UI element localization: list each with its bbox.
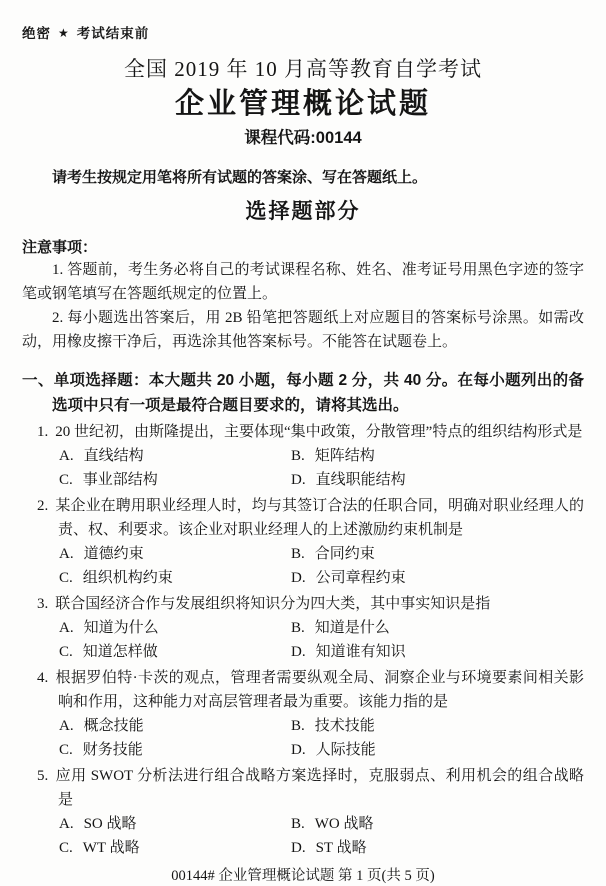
option-letter: D.	[291, 742, 306, 758]
question-4	[22, 666, 584, 762]
option-letter: B.	[291, 718, 305, 734]
page-footer: 00144# 企业管理概论试题 第 1 页(共 5 页)	[171, 868, 435, 884]
option-letter: D.	[291, 472, 306, 488]
option-d	[291, 836, 584, 860]
option-letter: A.	[59, 816, 74, 832]
option-text: ST 战略	[315, 840, 367, 856]
option-text: 知道怎样做	[82, 644, 158, 660]
option-a	[59, 542, 291, 566]
option-letter: D.	[291, 570, 306, 586]
option-letter: A.	[59, 718, 74, 734]
option-b	[291, 714, 584, 738]
option-b	[291, 812, 584, 836]
question-options	[22, 542, 584, 590]
question-options	[22, 444, 584, 492]
question-number: 5.	[37, 768, 49, 784]
option-c	[59, 738, 291, 762]
question-stem: 联合国经济合作与发展组织将知识分为四大类，其中事实知识是指	[55, 596, 491, 612]
question-3	[22, 592, 584, 664]
question-stem: 应用 SWOT 分析法进行组合战略方案选择时，克服弱点、利用机会的组合战略是	[55, 768, 584, 808]
classified-level: 绝密	[22, 26, 51, 41]
option-d	[291, 738, 584, 762]
question-text	[22, 592, 584, 616]
option-text: 矩阵结构	[314, 448, 375, 464]
question-text	[22, 764, 584, 812]
question-options	[22, 714, 584, 762]
option-text: 技术技能	[314, 718, 375, 734]
option-letter: C.	[59, 570, 73, 586]
question-number: 3.	[37, 596, 49, 612]
question-stem: 20 世纪初，由斯隆提出，主要体现“集中政策，分散管理”特点的组织结构形式是	[55, 424, 583, 440]
instruction-item-2: 2. 每小题选出答案后，用 2B 铅笔把答题纸上对应题目的答案标号涂黑。如需改动，用橡皮擦干净后，再选涂其他答案标号。不能答在试题卷上。	[22, 310, 584, 350]
option-c	[59, 640, 291, 664]
option-c	[59, 566, 291, 590]
answer-sheet-notice: 请考生按规定用笔将所有试题的答案涂、写在答题纸上。	[52, 169, 428, 186]
question-text	[22, 666, 584, 714]
option-text: 人际技能	[315, 742, 376, 758]
star-icon: ★	[58, 26, 70, 40]
instructions-title: 注意事项：	[22, 239, 98, 256]
option-text: 事业部结构	[82, 472, 158, 488]
question-text	[22, 494, 584, 542]
option-text: 组织机构约束	[82, 570, 173, 586]
section-title: 选择题部分	[245, 200, 361, 223]
option-letter: A.	[59, 546, 74, 562]
option-text: 知道为什么	[83, 620, 159, 636]
option-letter: D.	[291, 644, 306, 660]
option-text: 道德约束	[83, 546, 144, 562]
question-2	[22, 494, 584, 590]
option-c	[59, 468, 291, 492]
option-text: 知道是什么	[314, 620, 390, 636]
question-number: 4.	[37, 670, 49, 686]
option-b	[291, 542, 584, 566]
option-letter: B.	[291, 448, 305, 464]
option-text: WO 战略	[314, 816, 374, 832]
option-text: 直线结构	[83, 448, 144, 464]
question-number: 1.	[37, 424, 49, 440]
option-letter: B.	[291, 546, 305, 562]
option-letter: A.	[59, 448, 74, 464]
paper-title: 企业管理概论试题	[174, 88, 431, 120]
option-text: 财务技能	[82, 742, 143, 758]
option-d	[291, 640, 584, 664]
option-b	[291, 616, 584, 640]
option-d	[291, 566, 584, 590]
option-text: SO 战略	[83, 816, 137, 832]
option-letter: B.	[291, 816, 305, 832]
option-b	[291, 444, 584, 468]
option-letter: C.	[59, 742, 73, 758]
option-text: WT 战略	[82, 840, 140, 856]
option-a	[59, 444, 291, 468]
option-letter: A.	[59, 620, 74, 636]
option-text: 知道谁有知识	[315, 644, 406, 660]
option-letter: C.	[59, 840, 73, 856]
question-5	[22, 764, 584, 860]
part-one-heading: 一、单项选择题：本大题共 20 小题，每小题 2 分，共 40 分。在每小题列出的备选项中只有一项是最符合题目要求的，请将其选出。	[22, 372, 584, 414]
option-a	[59, 714, 291, 738]
option-text: 直线职能结构	[315, 472, 406, 488]
option-a	[59, 812, 291, 836]
question-number: 2.	[37, 498, 49, 514]
question-options	[22, 812, 584, 860]
option-text: 合同约束	[314, 546, 375, 562]
option-d	[291, 468, 584, 492]
question-text	[22, 420, 584, 444]
question-stem: 某企业在聘用职业经理人时，均与其签订合法的任职合同，明确对职业经理人的责、权、利要求。该企业对职业经理人的上述激励约束机制是	[55, 498, 584, 538]
exam-session-title: 全国 2019 年 10 月高等教育自学考试	[124, 57, 482, 81]
option-letter: D.	[291, 840, 306, 856]
option-c	[59, 836, 291, 860]
classified-banner	[22, 24, 584, 43]
question-options	[22, 616, 584, 664]
option-text: 公司章程约束	[315, 570, 406, 586]
course-code: 课程代码:00144	[244, 129, 362, 147]
question-stem: 根据罗伯特·卡茨的观点，管理者需要纵观全局、洞察企业与环境要素间相关影响和作用，这种能力对高层管理者最为重要。该能力指的是	[55, 670, 584, 710]
option-text: 概念技能	[83, 718, 144, 734]
option-letter: C.	[59, 472, 73, 488]
option-letter: C.	[59, 644, 73, 660]
option-letter: B.	[291, 620, 305, 636]
option-a	[59, 616, 291, 640]
instruction-item-1: 1. 答题前，考生务必将自己的考试课程名称、姓名、准考证号用黑色字迹的签字笔或钢笔填写在答题纸规定的位置上。	[22, 262, 584, 302]
classified-timing: 考试结束前	[76, 26, 150, 41]
question-1	[22, 420, 584, 492]
